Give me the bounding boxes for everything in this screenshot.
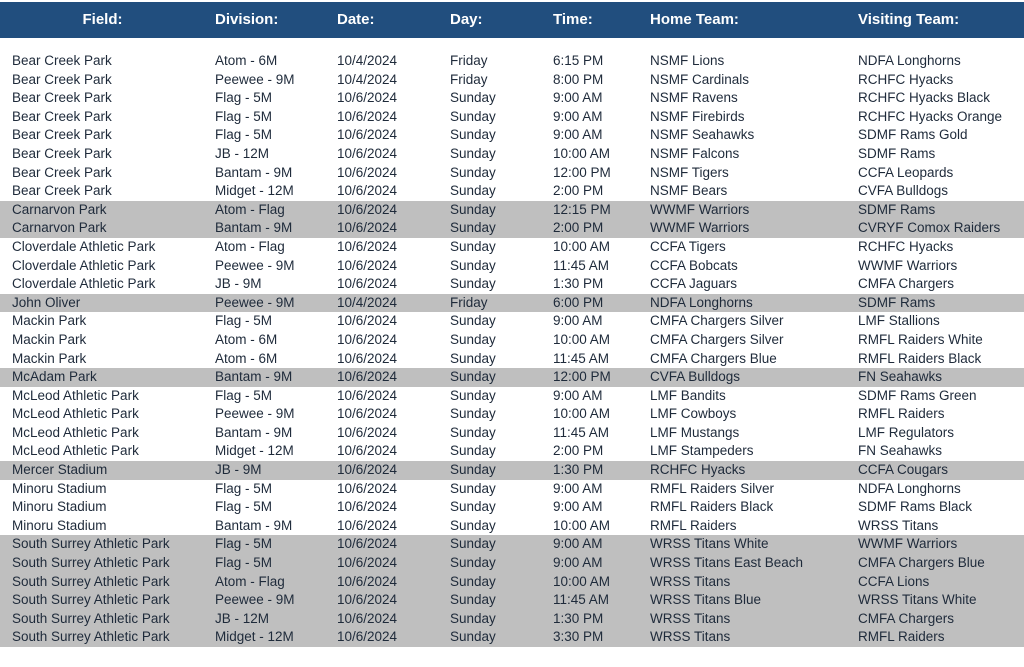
cell-home-team: NSMF Tigers [650, 164, 729, 180]
cell-date: 10/6/2024 [337, 536, 398, 552]
cell-division: Bantam - 9M [215, 517, 293, 533]
cell-visiting-team: SDMF Rams Gold [858, 127, 968, 143]
cell-time: 1:30 PM [553, 462, 604, 478]
cell-visiting-team: CMFA Chargers Blue [858, 555, 985, 571]
cell-division: Peewee - 9M [215, 592, 295, 608]
table-row [0, 424, 1024, 443]
cell-home-team: RCHFC Hyacks [650, 462, 746, 478]
table-row [0, 517, 1024, 536]
cell-division: Atom - Flag [215, 573, 285, 589]
cell-field: McAdam Park [12, 369, 97, 385]
cell-home-team: NSMF Bears [650, 183, 728, 199]
cell-division: JB - 12M [215, 145, 270, 161]
table-row [0, 405, 1024, 424]
cell-date: 10/6/2024 [337, 369, 398, 385]
cell-time: 10:00 AM [553, 573, 611, 589]
cell-time: 12:15 PM [553, 201, 611, 217]
cell-day: Sunday [450, 406, 496, 422]
cell-time: 9:00 AM [553, 108, 603, 124]
cell-division: Atom - 6M [215, 331, 278, 347]
cell-visiting-team: FN Seahawks [858, 443, 943, 459]
cell-date: 10/6/2024 [337, 276, 398, 292]
cell-visiting-team: SDMF Rams [858, 294, 936, 310]
cell-division: Flag - 5M [215, 387, 273, 403]
cell-date: 10/6/2024 [337, 610, 398, 626]
cell-date: 10/6/2024 [337, 164, 398, 180]
cell-home-team: LMF Cowboys [650, 406, 737, 422]
cell-day: Sunday [450, 90, 496, 106]
column-header-home-team: Home Team: [650, 11, 739, 28]
cell-time: 8:00 PM [553, 71, 604, 87]
table-row [0, 610, 1024, 629]
cell-visiting-team: WWMF Warriors [858, 536, 958, 552]
cell-date: 10/6/2024 [337, 462, 398, 478]
cell-field: Carnarvon Park [12, 201, 107, 217]
cell-date: 10/6/2024 [337, 424, 398, 440]
cell-day: Sunday [450, 183, 496, 199]
cell-day: Sunday [450, 127, 496, 143]
column-header-division: Division: [215, 11, 279, 28]
cell-time: 2:00 PM [553, 220, 604, 236]
cell-time: 10:00 AM [553, 331, 611, 347]
cell-date: 10/6/2024 [337, 573, 398, 589]
cell-field: John Oliver [12, 294, 81, 310]
cell-home-team: NSMF Ravens [650, 90, 738, 106]
cell-day: Sunday [450, 610, 496, 626]
cell-division: Bantam - 9M [215, 369, 293, 385]
cell-visiting-team: CVRYF Comox Raiders [858, 220, 1001, 236]
cell-visiting-team: NDFA Longhorns [858, 480, 961, 496]
cell-visiting-team: RMFL Raiders [858, 406, 945, 422]
cell-field: South Surrey Athletic Park [12, 536, 170, 552]
cell-date: 10/6/2024 [337, 183, 398, 199]
cell-field: Bear Creek Park [12, 127, 112, 143]
cell-date: 10/6/2024 [337, 201, 398, 217]
cell-time: 6:00 PM [553, 294, 604, 310]
cell-visiting-team: RCHFC Hyacks Orange [858, 108, 1003, 124]
table-row [0, 294, 1024, 313]
cell-field: Bear Creek Park [12, 108, 112, 124]
cell-home-team: WRSS Titans East Beach [650, 555, 804, 571]
cell-field: Bear Creek Park [12, 183, 112, 199]
cell-visiting-team: LMF Stallions [858, 313, 940, 329]
cell-day: Friday [450, 53, 488, 68]
table-row [0, 126, 1024, 145]
cell-visiting-team: WRSS Titans White [858, 592, 977, 608]
cell-time: 9:00 AM [553, 536, 603, 552]
cell-time: 9:00 AM [553, 387, 603, 403]
cell-field: McLeod Athletic Park [12, 387, 139, 403]
cell-time: 9:00 AM [553, 555, 603, 571]
cell-home-team: WRSS Titans Blue [650, 592, 762, 608]
cell-day: Sunday [450, 462, 496, 478]
table-row [0, 368, 1024, 387]
cell-date: 10/6/2024 [337, 499, 398, 515]
cell-division: Atom - 6M [215, 350, 278, 366]
cell-field: Bear Creek Park [12, 53, 112, 68]
table-row [0, 145, 1024, 164]
cell-field: Bear Creek Park [12, 145, 112, 161]
cell-division: Atom - Flag [215, 201, 285, 217]
cell-visiting-team: CCFA Lions [858, 573, 930, 589]
cell-visiting-team: LMF Regulators [858, 424, 955, 440]
cell-field: Mackin Park [12, 331, 87, 347]
cell-time: 12:00 PM [553, 369, 611, 385]
cell-day: Sunday [450, 387, 496, 403]
cell-day: Sunday [450, 555, 496, 571]
cell-time: 9:00 AM [553, 90, 603, 106]
cell-visiting-team: SDMF Rams Green [858, 387, 977, 403]
cell-division: Flag - 5M [215, 555, 273, 571]
table-header [0, 2, 1024, 38]
column-header-visiting-team: Visiting Team: [858, 11, 960, 28]
cell-day: Friday [450, 71, 488, 87]
cell-day: Sunday [450, 276, 496, 292]
table-row [0, 331, 1024, 350]
cell-time: 3:30 PM [553, 629, 604, 645]
cell-field: Minoru Stadium [12, 480, 107, 496]
cell-home-team: CMFA Chargers Silver [650, 313, 784, 329]
cell-day: Sunday [450, 592, 496, 608]
cell-field: South Surrey Athletic Park [12, 629, 170, 645]
table-row [0, 387, 1024, 406]
cell-visiting-team: NDFA Longhorns [858, 53, 961, 68]
cell-home-team: RMFL Raiders [650, 517, 737, 533]
cell-date: 10/6/2024 [337, 313, 398, 329]
cell-day: Sunday [450, 220, 496, 236]
column-header-date: Date: [337, 11, 375, 28]
cell-day: Sunday [450, 369, 496, 385]
cell-time: 9:00 AM [553, 499, 603, 515]
cell-field: South Surrey Athletic Park [12, 555, 170, 571]
cell-time: 11:45 AM [553, 592, 610, 608]
cell-division: Midget - 12M [215, 443, 294, 459]
cell-division: JB - 9M [215, 462, 262, 478]
cell-division: Flag - 5M [215, 499, 273, 515]
cell-division: JB - 9M [215, 276, 262, 292]
cell-division: Flag - 5M [215, 127, 273, 143]
table-row [0, 628, 1024, 647]
cell-division: Flag - 5M [215, 108, 273, 124]
table-row [0, 89, 1024, 108]
column-header-field: Field: [82, 11, 123, 28]
cell-home-team: CCFA Jaguars [650, 276, 738, 292]
cell-day: Sunday [450, 573, 496, 589]
cell-field: Bear Creek Park [12, 71, 112, 87]
cell-visiting-team: RCHFC Hyacks [858, 71, 954, 87]
table-row [0, 442, 1024, 461]
cell-day: Sunday [450, 480, 496, 496]
cell-visiting-team: CVFA Bulldogs [858, 183, 949, 199]
cell-visiting-team: CMFA Chargers [858, 610, 955, 626]
cell-date: 10/6/2024 [337, 257, 398, 273]
cell-division: Atom - Flag [215, 238, 285, 254]
cell-time: 6:15 PM [553, 53, 604, 68]
cell-date: 10/6/2024 [337, 443, 398, 459]
cell-division: Flag - 5M [215, 536, 273, 552]
cell-field: Minoru Stadium [12, 499, 107, 515]
cell-visiting-team: CCFA Cougars [858, 462, 949, 478]
cell-visiting-team: SDMF Rams [858, 201, 936, 217]
cell-visiting-team: RCHFC Hyacks Black [858, 90, 991, 106]
cell-day: Sunday [450, 331, 496, 347]
table-row [0, 461, 1024, 480]
cell-time: 10:00 AM [553, 406, 611, 422]
cell-date: 10/6/2024 [337, 238, 398, 254]
cell-home-team: NDFA Longhorns [650, 294, 753, 310]
table-row [0, 535, 1024, 554]
cell-visiting-team: CCFA Leopards [858, 164, 954, 180]
cell-day: Sunday [450, 629, 496, 645]
cell-division: Bantam - 9M [215, 424, 293, 440]
table-row [0, 164, 1024, 183]
cell-date: 10/6/2024 [337, 406, 398, 422]
cell-home-team: CMFA Chargers Blue [650, 350, 777, 366]
cell-day: Sunday [450, 108, 496, 124]
cell-day: Sunday [450, 238, 496, 254]
cell-field: Mackin Park [12, 313, 87, 329]
cell-date: 10/6/2024 [337, 145, 398, 161]
cell-home-team: CCFA Tigers [650, 238, 726, 254]
cell-home-team: WRSS Titans [650, 610, 731, 626]
cell-home-team: WWMF Warriors [650, 201, 750, 217]
cell-date: 10/6/2024 [337, 517, 398, 533]
table-row [0, 554, 1024, 573]
table-row [0, 71, 1024, 90]
cell-time: 1:30 PM [553, 610, 604, 626]
cell-time: 10:00 AM [553, 238, 611, 254]
cell-day: Sunday [450, 536, 496, 552]
table-row [0, 312, 1024, 331]
table-row [0, 480, 1024, 499]
cell-home-team: LMF Stampeders [650, 443, 754, 459]
cell-field: Bear Creek Park [12, 90, 112, 106]
cell-field: Mercer Stadium [12, 462, 108, 478]
cell-field: Carnarvon Park [12, 220, 107, 236]
cell-time: 10:00 AM [553, 517, 611, 533]
cell-division: Midget - 12M [215, 183, 294, 199]
cell-visiting-team: SDMF Rams Black [858, 499, 973, 515]
cell-date: 10/6/2024 [337, 350, 398, 366]
cell-day: Friday [450, 294, 488, 310]
cell-day: Sunday [450, 164, 496, 180]
cell-home-team: WWMF Warriors [650, 220, 750, 236]
cell-date: 10/6/2024 [337, 592, 398, 608]
cell-date: 10/6/2024 [337, 387, 398, 403]
cell-visiting-team: WRSS Titans [858, 517, 939, 533]
cell-day: Sunday [450, 443, 496, 459]
cell-division: Peewee - 9M [215, 406, 295, 422]
cell-time: 9:00 AM [553, 480, 603, 496]
cell-field: Cloverdale Athletic Park [12, 257, 156, 273]
cell-day: Sunday [450, 424, 496, 440]
cell-time: 2:00 PM [553, 443, 604, 459]
cell-date: 10/6/2024 [337, 90, 398, 106]
cell-visiting-team: SDMF Rams [858, 145, 936, 161]
cell-field: McLeod Athletic Park [12, 443, 139, 459]
cell-visiting-team: FN Seahawks [858, 369, 943, 385]
cell-day: Sunday [450, 201, 496, 217]
cell-field: Cloverdale Athletic Park [12, 276, 156, 292]
cell-field: Bear Creek Park [12, 164, 112, 180]
table-row [0, 257, 1024, 276]
cell-field: McLeod Athletic Park [12, 424, 139, 440]
cell-division: Atom - 6M [215, 53, 278, 68]
cell-field: South Surrey Athletic Park [12, 592, 170, 608]
cell-home-team: LMF Bandits [650, 387, 726, 403]
cell-field: Mackin Park [12, 350, 87, 366]
cell-visiting-team: RMFL Raiders [858, 629, 945, 645]
cell-time: 11:45 AM [553, 350, 610, 366]
cell-home-team: NSMF Falcons [650, 145, 740, 161]
cell-division: Flag - 5M [215, 90, 273, 106]
cell-home-team: CCFA Bobcats [650, 257, 738, 273]
table-body [0, 52, 1024, 647]
cell-date: 10/6/2024 [337, 220, 398, 236]
cell-division: Bantam - 9M [215, 164, 293, 180]
table-row [0, 275, 1024, 294]
cell-division: Peewee - 9M [215, 257, 295, 273]
table-row [0, 108, 1024, 127]
cell-date: 10/4/2024 [337, 53, 398, 68]
cell-division: Midget - 12M [215, 629, 294, 645]
cell-time: 9:00 AM [553, 127, 603, 143]
cell-date: 10/4/2024 [337, 294, 398, 310]
table-row [0, 52, 1024, 71]
cell-home-team: WRSS Titans White [650, 536, 769, 552]
cell-visiting-team: RMFL Raiders White [858, 331, 983, 347]
cell-home-team: CVFA Bulldogs [650, 369, 741, 385]
cell-day: Sunday [450, 313, 496, 329]
cell-date: 10/6/2024 [337, 555, 398, 571]
cell-time: 9:00 AM [553, 313, 603, 329]
cell-day: Sunday [450, 257, 496, 273]
cell-field: South Surrey Athletic Park [12, 610, 170, 626]
table-row [0, 591, 1024, 610]
cell-field: McLeod Athletic Park [12, 406, 139, 422]
cell-home-team: WRSS Titans [650, 629, 731, 645]
cell-division: JB - 12M [215, 610, 270, 626]
cell-date: 10/4/2024 [337, 71, 398, 87]
table-row [0, 201, 1024, 220]
cell-visiting-team: RMFL Raiders Black [858, 350, 982, 366]
table-row [0, 498, 1024, 517]
cell-visiting-team: WWMF Warriors [858, 257, 958, 273]
cell-day: Sunday [450, 350, 496, 366]
cell-home-team: NSMF Seahawks [650, 127, 755, 143]
cell-field: Minoru Stadium [12, 517, 107, 533]
table-row [0, 219, 1024, 238]
table-row [0, 350, 1024, 369]
cell-time: 2:00 PM [553, 183, 604, 199]
cell-field: South Surrey Athletic Park [12, 573, 170, 589]
cell-visiting-team: RCHFC Hyacks [858, 238, 954, 254]
cell-home-team: WRSS Titans [650, 573, 731, 589]
cell-date: 10/6/2024 [337, 629, 398, 645]
cell-home-team: CMFA Chargers Silver [650, 331, 784, 347]
cell-time: 1:30 PM [553, 276, 604, 292]
cell-division: Peewee - 9M [215, 71, 295, 87]
cell-date: 10/6/2024 [337, 108, 398, 124]
schedule-page [0, 2, 1024, 667]
cell-time: 10:00 AM [553, 145, 611, 161]
cell-date: 10/6/2024 [337, 127, 398, 143]
cell-division: Flag - 5M [215, 480, 273, 496]
cell-date: 10/6/2024 [337, 480, 398, 496]
cell-time: 11:45 AM [553, 257, 610, 273]
cell-day: Sunday [450, 517, 496, 533]
column-header-day: Day: [450, 11, 483, 28]
cell-home-team: NSMF Cardinals [650, 71, 750, 87]
table-row [0, 573, 1024, 592]
cell-visiting-team: CMFA Chargers [858, 276, 955, 292]
cell-home-team: NSMF Lions [650, 53, 725, 68]
cell-home-team: RMFL Raiders Black [650, 499, 774, 515]
cell-home-team: RMFL Raiders Silver [650, 480, 775, 496]
cell-home-team: NSMF Firebirds [650, 108, 745, 124]
table-row [0, 182, 1024, 201]
cell-date: 10/6/2024 [337, 331, 398, 347]
cell-division: Flag - 5M [215, 313, 273, 329]
cell-field: Cloverdale Athletic Park [12, 238, 156, 254]
column-header-time: Time: [553, 11, 593, 28]
cell-day: Sunday [450, 499, 496, 515]
table-row [0, 238, 1024, 257]
cell-time: 12:00 PM [553, 164, 611, 180]
cell-division: Bantam - 9M [215, 220, 293, 236]
cell-division: Peewee - 9M [215, 294, 295, 310]
cell-home-team: LMF Mustangs [650, 424, 740, 440]
cell-day: Sunday [450, 145, 496, 161]
cell-time: 11:45 AM [553, 424, 610, 440]
